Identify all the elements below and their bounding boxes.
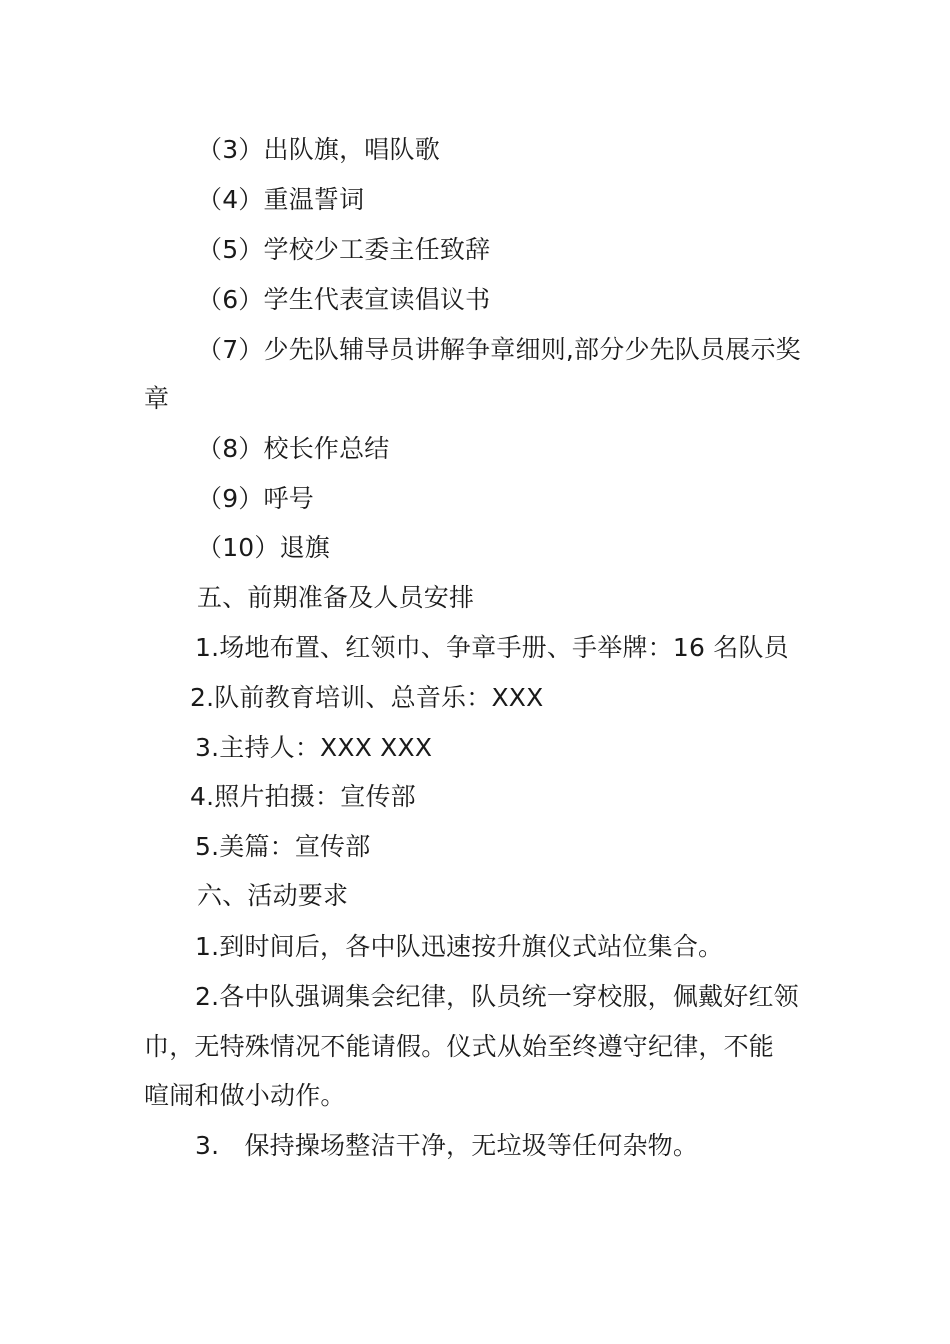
section-5-item-1: 1.场地布置、红领巾、争章手册、手举牌：16 名队员 (195, 633, 789, 662)
agenda-item-3: （3）出队旗，唱队歌 (197, 135, 440, 164)
section-5-item-4: 4.照片拍摄：宣传部 (190, 782, 416, 811)
section-5-item-3: 3.主持人：XXX XXX (195, 733, 433, 762)
section-5-item-2: 2.队前教育培训、总音乐：XXX (190, 683, 544, 712)
agenda-item-9: （9）呼号 (197, 484, 314, 513)
section-6-item-2-end: 喧闹和做小动作。 (144, 1081, 346, 1110)
section-6-item-2: 2.各中队强调集会纪律，队员统一穿校服，佩戴好红领 (195, 982, 799, 1011)
section-5-item-5: 5.美篇：宣传部 (195, 832, 371, 861)
section-6-item-2-continued: 巾，无特殊情况不能请假。仪式从始至终遵守纪律，不能 (144, 1032, 775, 1061)
agenda-item-5: （5）学校少工委主任致辞 (197, 235, 491, 264)
agenda-item-7-continued: 章 (144, 384, 170, 413)
agenda-item-7: （7）少先队辅导员讲解争章细则,部分少先队员展示奖 (197, 335, 801, 364)
section-6-item-1: 1.到时间后，各中队迅速按升旗仪式站位集合。 (195, 932, 724, 961)
section-6-item-3: 3. 保持操场整洁干净，无垃圾等任何杂物。 (195, 1131, 699, 1160)
agenda-item-10: （10）退旗 (197, 533, 331, 562)
agenda-item-8: （8）校长作总结 (197, 434, 390, 463)
agenda-item-6: （6）学生代表宣读倡议书 (197, 285, 491, 314)
section-5-heading: 五、前期准备及人员安排 (197, 583, 475, 612)
section-6-heading: 六、活动要求 (197, 881, 349, 910)
agenda-item-4: （4）重温誓词 (197, 185, 365, 214)
